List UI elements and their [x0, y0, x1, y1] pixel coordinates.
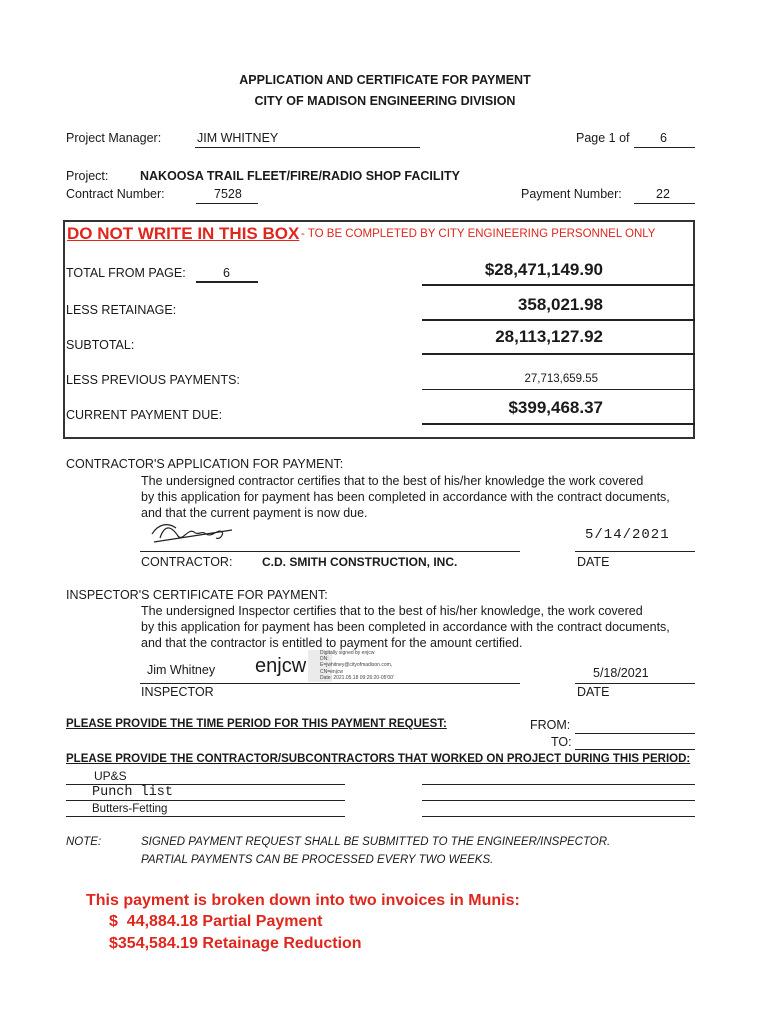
subcontractor-item: UP&S — [94, 769, 127, 783]
inspector-text-2: by this application for payment has been completed in accordance with the contract documents, — [141, 620, 670, 634]
current-payment-label: CURRENT PAYMENT DUE: — [66, 408, 223, 422]
contractor-text-3: and that the current payment is now due. — [141, 506, 368, 520]
previous-payments-value: 27,713,659.55 — [524, 373, 598, 385]
total-value: $28,471,149.90 — [484, 260, 603, 279]
inspector-signature: enjcw — [255, 655, 307, 677]
page-label: Page 1 of — [576, 131, 630, 145]
inspector-date: 5/18/2021 — [593, 666, 649, 680]
note-label: NOTE: — [66, 836, 102, 848]
inspector-date-label: DATE — [577, 685, 610, 699]
note-line-2: PARTIAL PAYMENTS CAN BE PROCESSED EVERY TWO WEEKS. — [141, 854, 494, 866]
inspector-name: Jim Whitney — [147, 663, 216, 677]
payment-number-label: Payment Number: — [521, 187, 622, 201]
box-title: DO NOT WRITE IN THIS BOX — [67, 224, 300, 243]
box-subtitle: - TO BE COMPLETED BY CITY ENGINEERING PERSONNEL ONLY — [301, 228, 656, 240]
inspector-text-3: and that the contractor is entitled to payment for the amount certified. — [141, 636, 523, 650]
from-field[interactable] — [575, 733, 695, 734]
document-title: APPLICATION AND CERTIFICATE FOR PAYMENT — [239, 73, 531, 87]
current-payment-value: $399,468.37 — [508, 398, 603, 417]
project-manager-value: JIM WHITNEY — [197, 131, 279, 145]
to-field[interactable] — [575, 749, 695, 750]
contractor-name: C.D. SMITH CONSTRUCTION, INC. — [262, 555, 458, 569]
annotation-line-2: $ 44,884.18 Partial Payment — [109, 913, 323, 930]
to-label: TO: — [551, 735, 572, 749]
previous-payments-label: LESS PREVIOUS PAYMENTS: — [66, 373, 240, 387]
total-from-page-number: 6 — [223, 266, 230, 280]
time-period-label: PLEASE PROVIDE THE TIME PERIOD FOR THIS PAYMENT REQUEST: — [66, 718, 447, 730]
digital-signature-details: Digitally signed by enjcw DN: E=jwhitney@cityofmadison.com, CN=enjcw Date: 2021.05.18 09:26:20-05'00' — [320, 650, 394, 681]
inspector-label: INSPECTOR — [141, 685, 214, 699]
total-from-page-label: TOTAL FROM PAGE: — [66, 266, 186, 280]
subtotal-value: 28,113,127.92 — [495, 327, 603, 346]
subcontractor-item: Butters-Fetting — [92, 803, 168, 815]
retainage-value: 358,021.98 — [517, 295, 603, 314]
contract-number-value: 7528 — [214, 187, 242, 201]
contractor-heading: CONTRACTOR'S APPLICATION FOR PAYMENT: — [66, 457, 344, 471]
retainage-label: LESS RETAINAGE: — [66, 303, 177, 317]
annotation-line-3: $354,584.19 Retainage Reduction — [109, 935, 362, 952]
note-line-1: SIGNED PAYMENT REQUEST SHALL BE SUBMITTED TO THE ENGINEER/INSPECTOR. — [141, 836, 611, 848]
document-subtitle: CITY OF MADISON ENGINEERING DIVISION — [254, 94, 516, 108]
subtotal-label: SUBTOTAL: — [66, 338, 135, 352]
contractor-signature-image — [148, 518, 238, 552]
annotation-line-1: This payment is broken down into two invoices in Munis: — [86, 892, 520, 909]
inspector-heading: INSPECTOR'S CERTIFICATE FOR PAYMENT: — [66, 588, 328, 602]
payment-number-value: 22 — [656, 187, 670, 201]
project-manager-label: Project Manager: — [66, 131, 162, 145]
contractor-label: CONTRACTOR: — [141, 555, 233, 569]
project-label: Project: — [66, 169, 109, 183]
contractor-text-1: The undersigned contractor certifies that to the best of his/her knowledge the work covered — [141, 474, 644, 488]
inspector-text-1: The undersigned Inspector certifies that to the best of his/her knowledge, the work covered — [141, 604, 643, 618]
contractor-text-2: by this application for payment has been completed in accordance with the contract documents, — [141, 490, 670, 504]
from-label: FROM: — [530, 718, 571, 732]
page-total: 6 — [660, 131, 667, 145]
contractor-date-label: DATE — [577, 555, 610, 569]
contract-number-label: Contract Number: — [66, 187, 165, 201]
contractor-date: 5/14/2021 — [585, 527, 670, 543]
project-name: NAKOOSA TRAIL FLEET/FIRE/RADIO SHOP FACILITY — [140, 169, 460, 183]
subcontractors-label: PLEASE PROVIDE THE CONTRACTOR/SUBCONTRACTORS THAT WORKED ON PROJECT DURING THIS PERIOD: — [66, 753, 691, 765]
subcontractor-item: Punch list — [92, 785, 174, 800]
